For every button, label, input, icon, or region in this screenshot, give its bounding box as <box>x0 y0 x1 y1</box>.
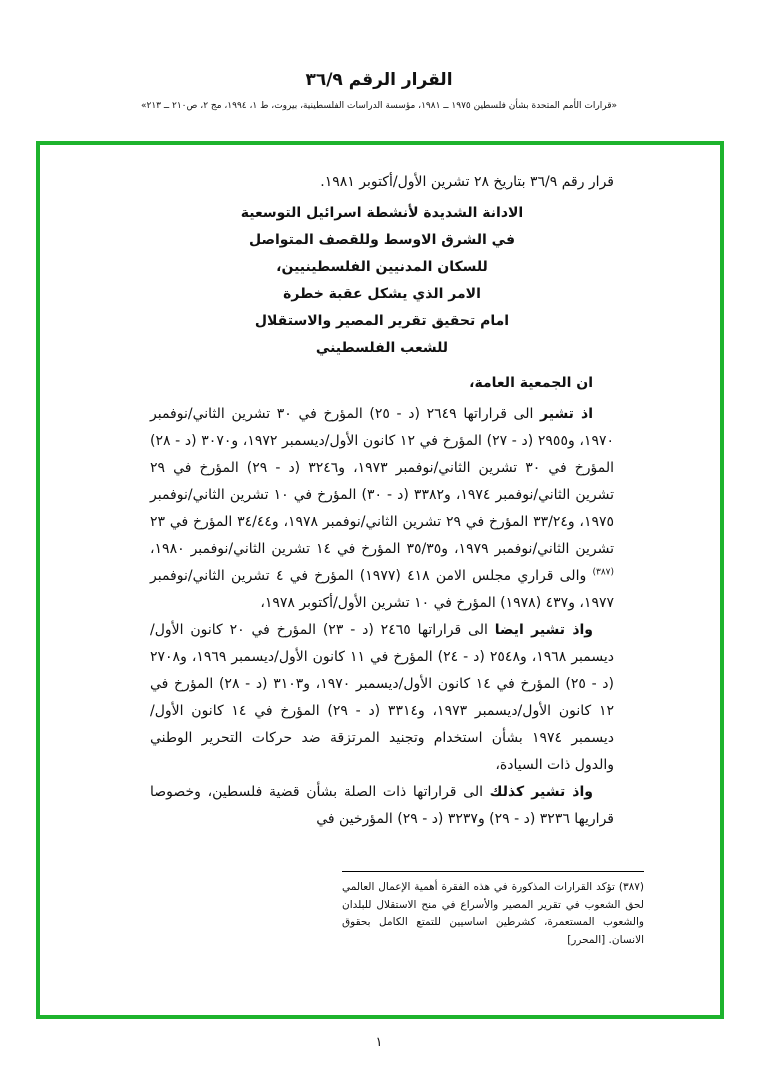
paragraph-lead: واذ تشير ايضا <box>494 622 593 638</box>
resolution-title-line: الادانة الشديدة لأنشطة اسرائيل التوسعية <box>240 205 524 221</box>
resolution-frame <box>36 141 724 1019</box>
document-title: القرار الرقم ٣٦/٩ <box>305 70 453 90</box>
preamble-paragraph-1 <box>150 401 614 617</box>
paragraph-text: الى قراراتها ٢٤٦٥ (د - ٢٣) المؤرخ في ٢٠ كانون الأول/ديسمبر ١٩٦٨، و٢٥٤٨ (د - ٢٤) المؤرخ في ١١ كانون الأول/ديسمبر ١٩٦٩، و٢٧٠٨ (د - ٢٥) المؤرخ في ١٤ كانون الأول/ديسمبر ١٩٧٠، و٣١٠٣ (د - ٢٨) المؤرخ في ١٢ كانون الأول/ديسمبر ١٩٧٣، و٣٣١٤ (د - ٢٩) المؤرخ في ١٤ كانون الأول/ديسمبر ١٩٧٤ بشأن استخدام وتجنيد المرتزقة ضد حركات التحرير الوطني والدول ذات السيادة، <box>150 622 614 773</box>
document-header <box>0 0 758 111</box>
preamble-opening: ان الجمعية العامة، <box>469 375 593 391</box>
footnote-marker: (٣٨٧) <box>592 567 615 578</box>
resolution-title-line: امام تحقيق تقرير المصير والاستقلال <box>254 313 510 329</box>
source-citation: «قرارات الأمم المتحدة بشأن فلسطين ١٩٧٥ ــ ١٩٨١، مؤسسة الدراسات الفلسطينية، بيروت، ط ١، ١٩٩٤، مج ٢، ص٢١٠ ــ ٢١٣» <box>140 101 617 111</box>
resolution-content <box>40 145 720 833</box>
resolution-number-line: قرار رقم ٣٦/٩ بتاريخ ٢٨ تشرين الأول/أكتوبر ١٩٨١. <box>320 174 614 190</box>
page-number: ١ <box>375 1035 383 1050</box>
resolution-title-line: في الشرق الاوسط وللقصف المتواصل <box>248 232 515 248</box>
resolution-title-line: للشعب الفلسطيني <box>315 340 449 356</box>
footnote <box>342 871 644 949</box>
footnote-text: (٣٨٧) تؤكد القرارات المذكورة في هذه الفقرة أهمية الإعمال العالمي لحق الشعوب في تقرير المصير والأسراع في منح الاستقلال للبلدان والشعوب المستعمرة، كشرطين اساسيين للتمتع الكامل بحقوق الانسان. [المحرر] <box>342 881 644 946</box>
paragraph-text: الى قراراتها ذات الصلة بشأن قضية فلسطين، وخصوصا قراريها ٣٢٣٦ (د - ٢٩) و٣٢٣٧ (د - ٢٩) المؤرخين في <box>150 784 614 827</box>
resolution-title <box>150 200 614 362</box>
preamble-paragraph-3 <box>150 779 614 833</box>
paragraph-text: الى قراراتها ٢٦٤٩ (د - ٢٥) المؤرخ في ٣٠ تشرين الثاني/نوفمبر ١٩٧٠، و٢٩٥٥ (د - ٢٧) المؤرخ في ١٢ كانون الأول/ديسمبر ١٩٧٢، و٣٠٧٠ (د - ٢٨) المؤرخ في ٣٠ تشرين الثاني/نوفمبر ١٩٧٣، و٣٢٤٦ (د - ٢٩) المؤرخ في ٢٩ تشرين الثاني/نوفمبر ١٩٧٤، و٣٣٨٢ (د - ٣٠) المؤرخ في ١٠ تشرين الثاني/نوفمبر ١٩٧٥، و٣٣/٢٤ المؤرخ في ٢٩ تشرين الثاني/نوفمبر ١٩٧٨، و٣٤/٤٤ المؤرخ في ٢٣ تشرين الثاني/نوفمبر ١٩٧٩، و٣٥/٣٥ المؤرخ في ١٤ تشرين الثاني/نوفمبر ١٩٨٠، <box>150 406 615 557</box>
paragraph-lead: اذ تشير <box>540 406 593 422</box>
paragraph-lead: واذ تشير كذلك <box>489 784 593 800</box>
resolution-title-line: الامر الذي يشكل عقبة خطرة <box>283 286 481 302</box>
resolution-title-line: للسكان المدنيين الفلسطينيين، <box>276 259 488 275</box>
preamble-paragraph-2 <box>150 617 614 779</box>
paragraph-text: والى قراري مجلس الامن ٤١٨ (١٩٧٧) المؤرخ في ٤ تشرين الثاني/نوفمبر ١٩٧٧، و٤٣٧ (١٩٧٨) المؤرخ في ١٠ تشرين الأول/أكتوبر ١٩٧٨، <box>150 568 614 611</box>
